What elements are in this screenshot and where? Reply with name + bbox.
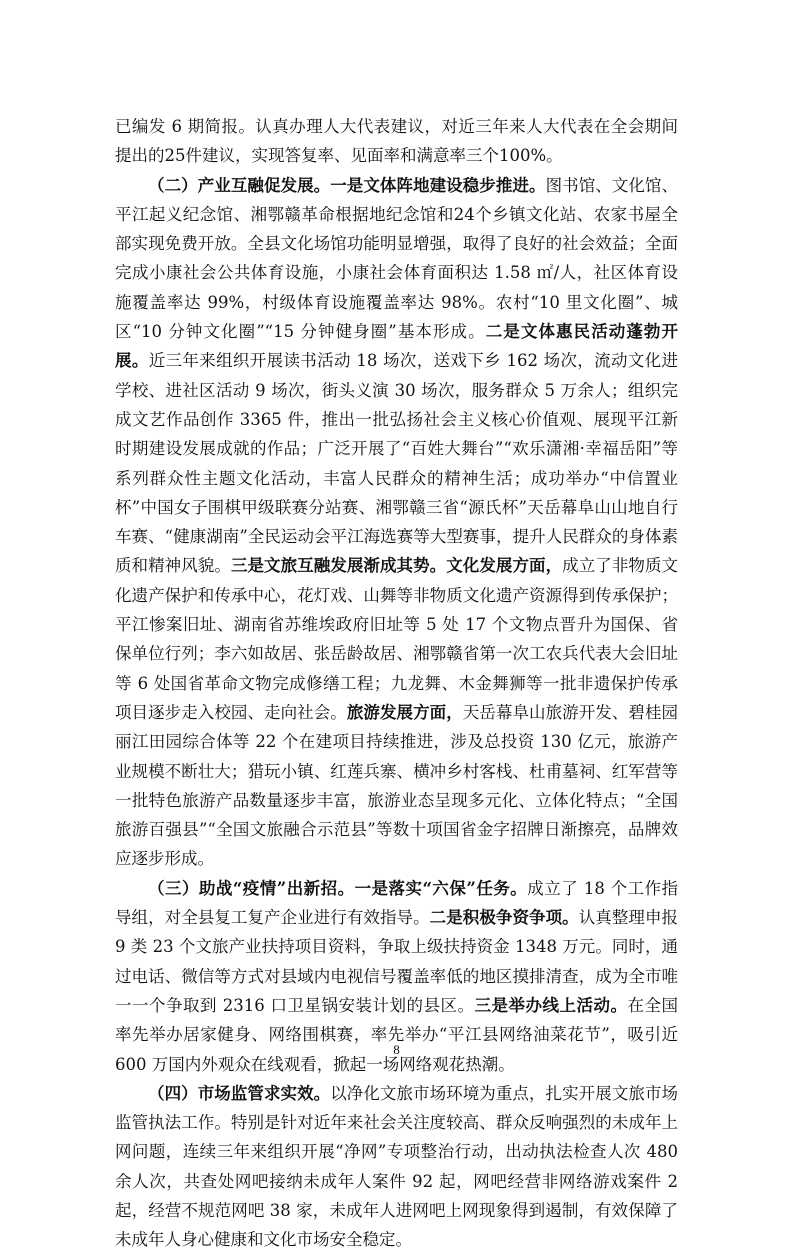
heading-run: 三是举办线上活动。 <box>474 995 628 1015</box>
text-run: 近三年来组织开展读书活动 18 场次，送戏下乡 162 场次，流动文化进学校、进社区活动 9 场次，街头义演 30 场次，服务群众 5 万余人；组织完成文艺作品创作 3365 件，推出一批弘扬社会主义核心价值观、展现平江新时期建设发展成就的作品；广泛开展了“百姓大舞台”“欢乐潇湘·幸福岳阳”等系列群众性主题文化活动，丰富人民群众的精神生活；成功举办“中信置业杯”中国女子围棋甲级联赛分站赛、湘鄂赣三省“源氏杯”天岳幕阜山山地自行车赛、“健康湖南”全民运动会平江海选赛等大型赛事，提升人民群众的身体素质和精神风貌。 <box>115 351 679 576</box>
heading-run: 三是文旅互融发展渐成其势。文化发展方面， <box>230 556 563 576</box>
heading-run: 二是积极争资争项。 <box>429 908 579 928</box>
heading-run: （二）产业互融促发展。一是文体阵地建设稳步推进。 <box>148 175 546 195</box>
text-run: 天岳幕阜山旅游开发、碧桂园丽江田园综合体等 22 个在建项目持续推进，涉及总投资 130 亿元，旅游产业规模不断壮大；猎玩小镇、红莲兵寨、横冲乡村客栈、杜甫墓祠、红军营等一批特色旅游产品数量逐步丰富，旅游业态呈现多元化、立体化特点；“全国旅游百强县”“全国文旅融合示范县”等数十项国省金字招牌日渐擦亮，品牌效应逐步形成。 <box>115 702 679 869</box>
page-number: 8 <box>393 1042 400 1057</box>
heading-run: （四）市场监管求实效。 <box>148 1083 331 1103</box>
text-run: 成立了 18 个工作指导组，对全县复工复产企业进行有效指导。 <box>115 878 678 928</box>
paragraph <box>115 1079 678 1255</box>
text-run: 成立了非物质文化遗产保护和传承中心，花灯戏、山舞等非物质文化遗产资源得到传承保护；平江惨案旧址、湖南省苏维埃政府旧址等 5 处 17 个文物点晋升为国保、省保单位行列；李六如故居、张岳龄故居、湘鄂赣省第一次工农兵代表大会旧址等 6 处国省革命文物完成修缮工程；九龙舞、木金舞狮等一批非遗保护传承项目逐步走入校园、走向社会。 <box>115 556 679 722</box>
text-run: 图书馆、文化馆、平江起义纪念馆、湘鄂赣革命根据地纪念馆和24个乡镇文化站、农家书屋全部实现免费开放。全县文化场馆功能明显增强，取得了良好的社会效益；全面完成小康社会公共体育设施，小康社会体育面积达 1.58 ㎡/人，社区体育设施覆盖率达 99%，村级体育设施覆盖率达 98%。农村“10 里文化圈”、城区“10 分钟文化圈”“15 分钟健身圈”基本形成。 <box>115 175 679 342</box>
body-text <box>115 112 678 1255</box>
text-run: 已编发 6 期简报。认真办理人大代表建议，对近三年来人大代表在全会期间提出的25件建议，实现答复率、见面率和满意率三个100%。 <box>115 117 678 166</box>
text-run: 在全国率先举办居家健身、网络围棋赛，率先举办“平江县网络油菜花节”，吸引近 600 万国内外观众在线观看，掀起一场网络观花热潮。 <box>115 995 679 1074</box>
heading-run: 旅游发展方面， <box>346 702 463 722</box>
text-run: 认真整理申报 9 类 23 个文旅产业扶持项目资料，争取上级扶持资金 1348 万元。同时，通过电话、微信等方式对县域内电视信号覆盖率低的地区摸排清查，成为全市唯一一个争取到 2316 口卫星锅安装计划的县区。 <box>115 908 679 1015</box>
heading-run: 二是文体惠民活动蓬勃开展。 <box>115 322 678 371</box>
paragraph <box>115 171 678 874</box>
paragraph <box>115 112 678 171</box>
text-run: 以净化文旅市场环境为重点，扎实开展文旅市场监管执法工作。特别是针对近年来社会关注度较高、群众反响强烈的未成年上网问题，连续三年来组织开展“净网”专项整治行动，出动执法检查人次 480 余人次，共查处网吧接纳未成年人案件 92 起，网吧经营非网络游戏案件 2 起，经营不规范网吧 38 家，未成年人进网吧上网现象得到遏制，有效保障了未成年人身心健康和文化市场安全稳定。 <box>115 1083 679 1250</box>
heading-run: （三）助战“疫情”出新招。一是落实“六保”任务。 <box>148 878 528 898</box>
